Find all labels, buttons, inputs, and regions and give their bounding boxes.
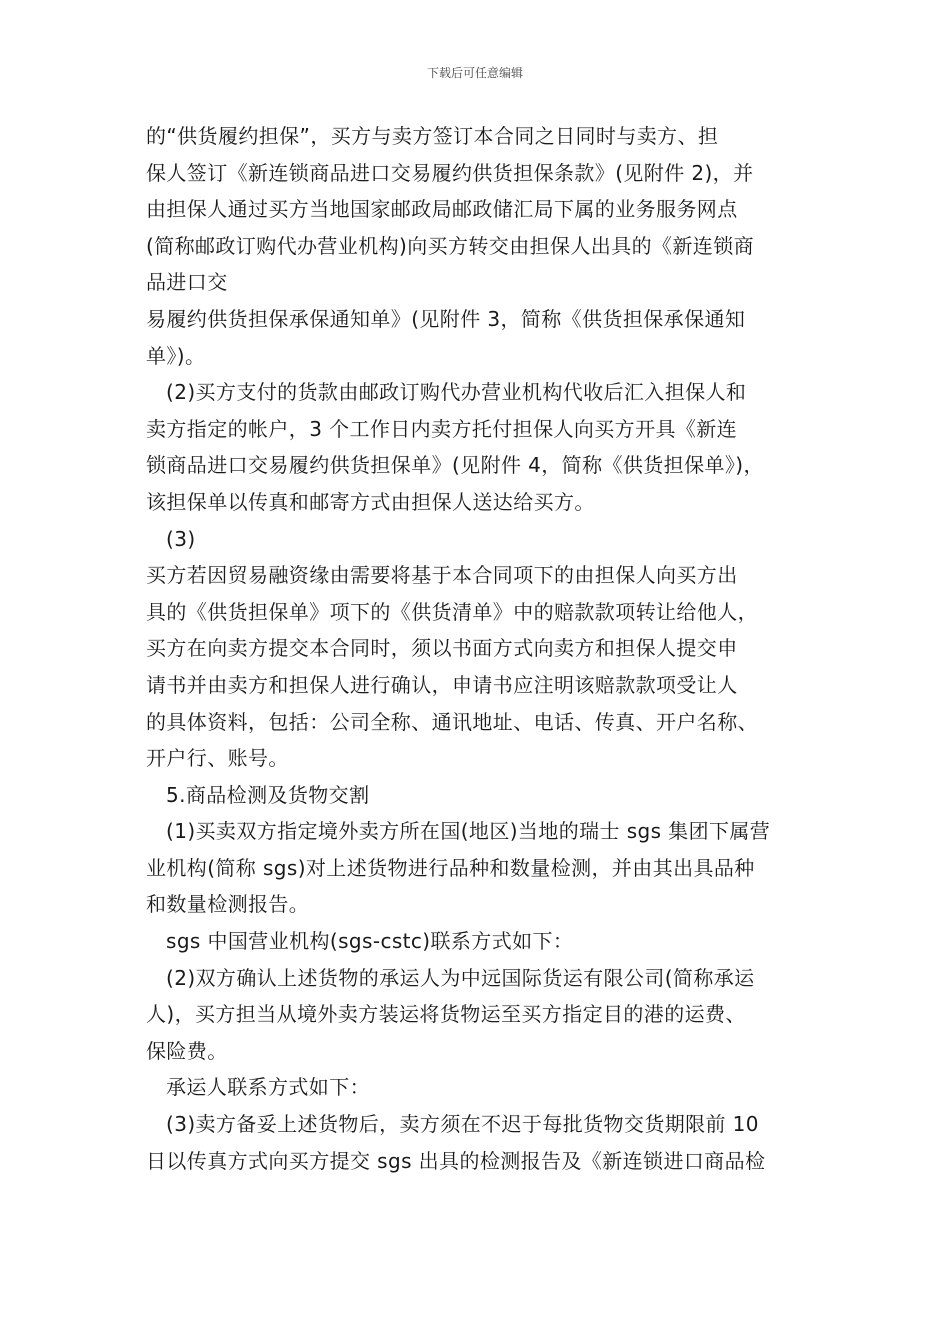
text-line: 保人签订《新连锁商品进口交易履约供货担保条款》(见附件 2)，并: [146, 160, 754, 185]
text-line: (2)买方支付的货款由邮政订购代办营业机构代收后汇入担保人和: [166, 380, 747, 405]
text-line: 品进口交: [146, 270, 228, 295]
text-line: 买方在向卖方提交本合同时，须以书面方式向卖方和担保人提交申: [146, 636, 738, 661]
text-line: 的“供货履约担保”，买方与卖方签订本合同之日同时与卖方、担: [146, 124, 719, 148]
text-line: (简称邮政订购代办营业机构)向买方转交由担保人出具的《新连锁商: [146, 233, 755, 258]
text-line: 开户行、账号。: [146, 746, 289, 771]
text-line: 和数量检测报告。: [146, 892, 310, 917]
text-line: 买方若因贸易融资缘由需要将基于本合同项下的由担保人向买方出: [146, 563, 738, 588]
text-line: 卖方指定的帐户，3 个工作日内卖方托付担保人向买方开具《新连: [146, 416, 738, 441]
text-line: 该担保单以传真和邮寄方式由担保人送达给买方。: [146, 489, 595, 514]
page-header: 下载后可任意编辑: [426, 66, 523, 80]
text-line: (1)买卖双方指定境外卖方所在国(地区)当地的瑞士 sgs 集团下属营: [166, 819, 771, 844]
text-line: 由担保人通过买方当地国家邮政局邮政储汇局下属的业务服务网点: [146, 197, 738, 222]
text-line: 请书并由卖方和担保人进行确认，申请书应注明该赔款款项受让人: [146, 672, 738, 697]
text-line: (3)卖方备妥上述货物后，卖方须在不迟于每批货物交货期限前 10: [166, 1112, 759, 1137]
text-line: 人)，买方担当从境外卖方装运将货物运至买方指定目的港的运费、: [146, 1002, 746, 1027]
text-line: 具的《供货担保单》项下的《供货清单》中的赔款款项转让给他人，: [146, 599, 758, 624]
text-line: 的具体资料，包括：公司全称、通讯地址、电话、传真、开户名称、: [146, 709, 758, 734]
document-body: [146, 118, 836, 1179]
text-line: 锁商品进口交易履约供货担保单》(见附件 4，简称《供货担保单》)，: [146, 453, 764, 478]
text-line: 5.商品检测及货物交割: [166, 782, 370, 807]
text-line: (2)双方确认上述货物的承运人为中远国际货运有限公司(简称承运: [166, 965, 755, 990]
text-line: 业机构(简称 sgs)对上述货物进行品种和数量检测，并由其出具品种: [146, 855, 755, 880]
text-line: 承运人联系方式如下：: [166, 1075, 370, 1100]
text-line: 单》)。: [146, 343, 206, 368]
text-line: 日以传真方式向买方提交 sgs 出具的检测报告及《新连锁进口商品检: [146, 1148, 766, 1173]
text-line: 易履约供货担保承保通知单》(见附件 3，简称《供货担保承保通知: [146, 306, 746, 331]
text-line: sgs 中国营业机构(sgs-cstc)联系方式如下：: [166, 929, 574, 954]
text-line: 保险费。: [146, 1038, 228, 1063]
text-line: (3): [166, 526, 196, 551]
